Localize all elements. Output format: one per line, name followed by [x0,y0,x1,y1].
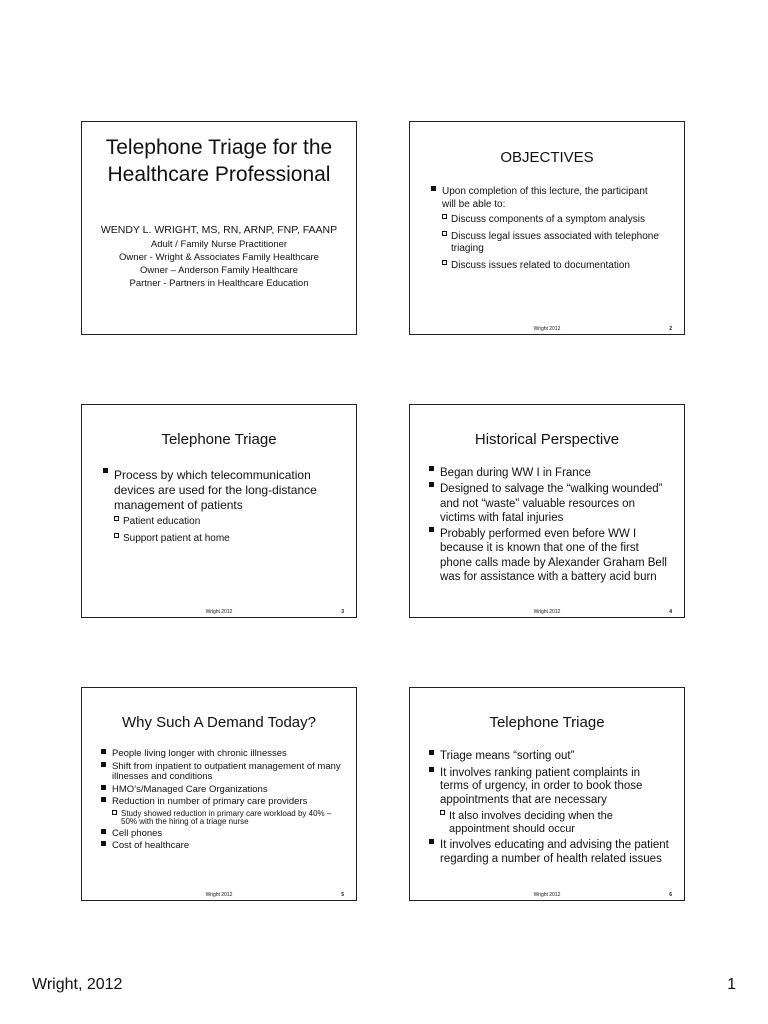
bullet-list [426,466,672,584]
role-line: Owner – Anderson Family Healthcare [140,265,298,276]
sub-list [440,810,670,836]
bullet-item: It involves educating and advising the patient regarding a number of health related issues [426,839,670,866]
slide-5 [81,687,357,901]
sub-list [114,516,334,545]
slide-4 [409,404,685,618]
bullet-text: Upon completion of this lecture, the participant will be able to: [442,186,648,210]
slide-number: 4 [669,609,672,615]
sub-item: Study showed reduction in primary care workload by 40% – 50% with the hiring of a triage nurse [112,810,342,827]
slide-title: OBJECTIVES [500,149,594,166]
slide-number: 5 [341,892,344,898]
sub-item: Support patient at home [114,533,334,546]
bullet-text: It involves ranking patient complaints in terms of urgency, in order to book those appointments that are necessary [440,766,643,806]
footer-author: Wright 2012 [205,609,233,615]
bullet-item: HMO’s/Managed Care Organizations [98,785,342,796]
slide-title: Telephone Triage [489,714,605,731]
sub-list [442,214,662,272]
bullet-item: Shift from inpatient to outpatient management of many illnesses and conditions [98,762,342,783]
sub-item: Discuss components of a symptom analysis [442,214,662,227]
role-line: Partner - Partners in Healthcare Education [129,278,309,289]
bullet-item: Cost of healthcare [98,841,342,852]
bullet-list [100,468,334,545]
bullet-item [428,186,662,272]
footer-author: Wright 2012 [205,892,233,898]
page-footer-left: Wright, 2012 [32,976,123,993]
bullet-item: Designed to salvage the “walking wounded” and not “waste” valuable resources on victims with fatal injuries [426,482,672,525]
slide-title: Why Such A Demand Today? [121,714,316,731]
footer-author: Wright 2012 [533,326,561,332]
bullet-item: Cell phones [98,829,342,840]
bullet-item: Triage means “sorting out” [426,750,670,764]
footer-author: Wright 2012 [533,892,561,898]
slide-2 [409,121,685,335]
slide-number: 6 [669,892,672,898]
bullet-item [98,797,342,827]
sub-item: Discuss legal issues associated with telephone triaging [442,231,662,256]
sub-item: It also involves deciding when the appointment should occur [440,810,670,836]
bullet-item: Began during WW I in France [426,466,672,480]
bullet-list [426,750,670,866]
slide-3 [81,404,357,618]
role-line: Adult / Family Nurse Practitioner [150,239,288,250]
page-number: 1 [727,976,736,993]
slide-title: Telephone Triage for the Healthcare Professional [105,136,333,186]
bullet-list [428,186,662,272]
slide-number: 2 [669,326,672,332]
slide-title: Historical Perspective [474,431,620,448]
bullet-list [98,749,342,852]
bullet-text: Reduction in number of primary care providers [112,796,308,807]
slide-1 [81,121,357,335]
presenter-roles [82,238,356,290]
sub-item: Patient education [114,516,334,529]
role-line: Owner - Wright & Associates Family Healthcare [119,252,319,263]
bullet-text: Process by which telecommunication devices are used for the long-distance management of patients [114,468,317,512]
bullet-item: Probably performed even before WW I because it is known that one of the first phone calls made by Alexander Graham Bell was for assistance with a battery acid burn [426,527,672,584]
bullet-item: People living longer with chronic illnesses [98,749,342,760]
slide-title: Telephone Triage [161,431,277,448]
slide-number: 3 [341,609,344,615]
bullet-item [100,468,334,545]
footer-author: Wright 2012 [533,609,561,615]
sub-item: Discuss issues related to documentation [442,260,662,273]
slide-6 [409,687,685,901]
presenter-name: WENDY L. WRIGHT, MS, RN, ARNP, FNP, FAANP [100,224,338,236]
sub-list [112,810,342,827]
bullet-item [426,767,670,837]
